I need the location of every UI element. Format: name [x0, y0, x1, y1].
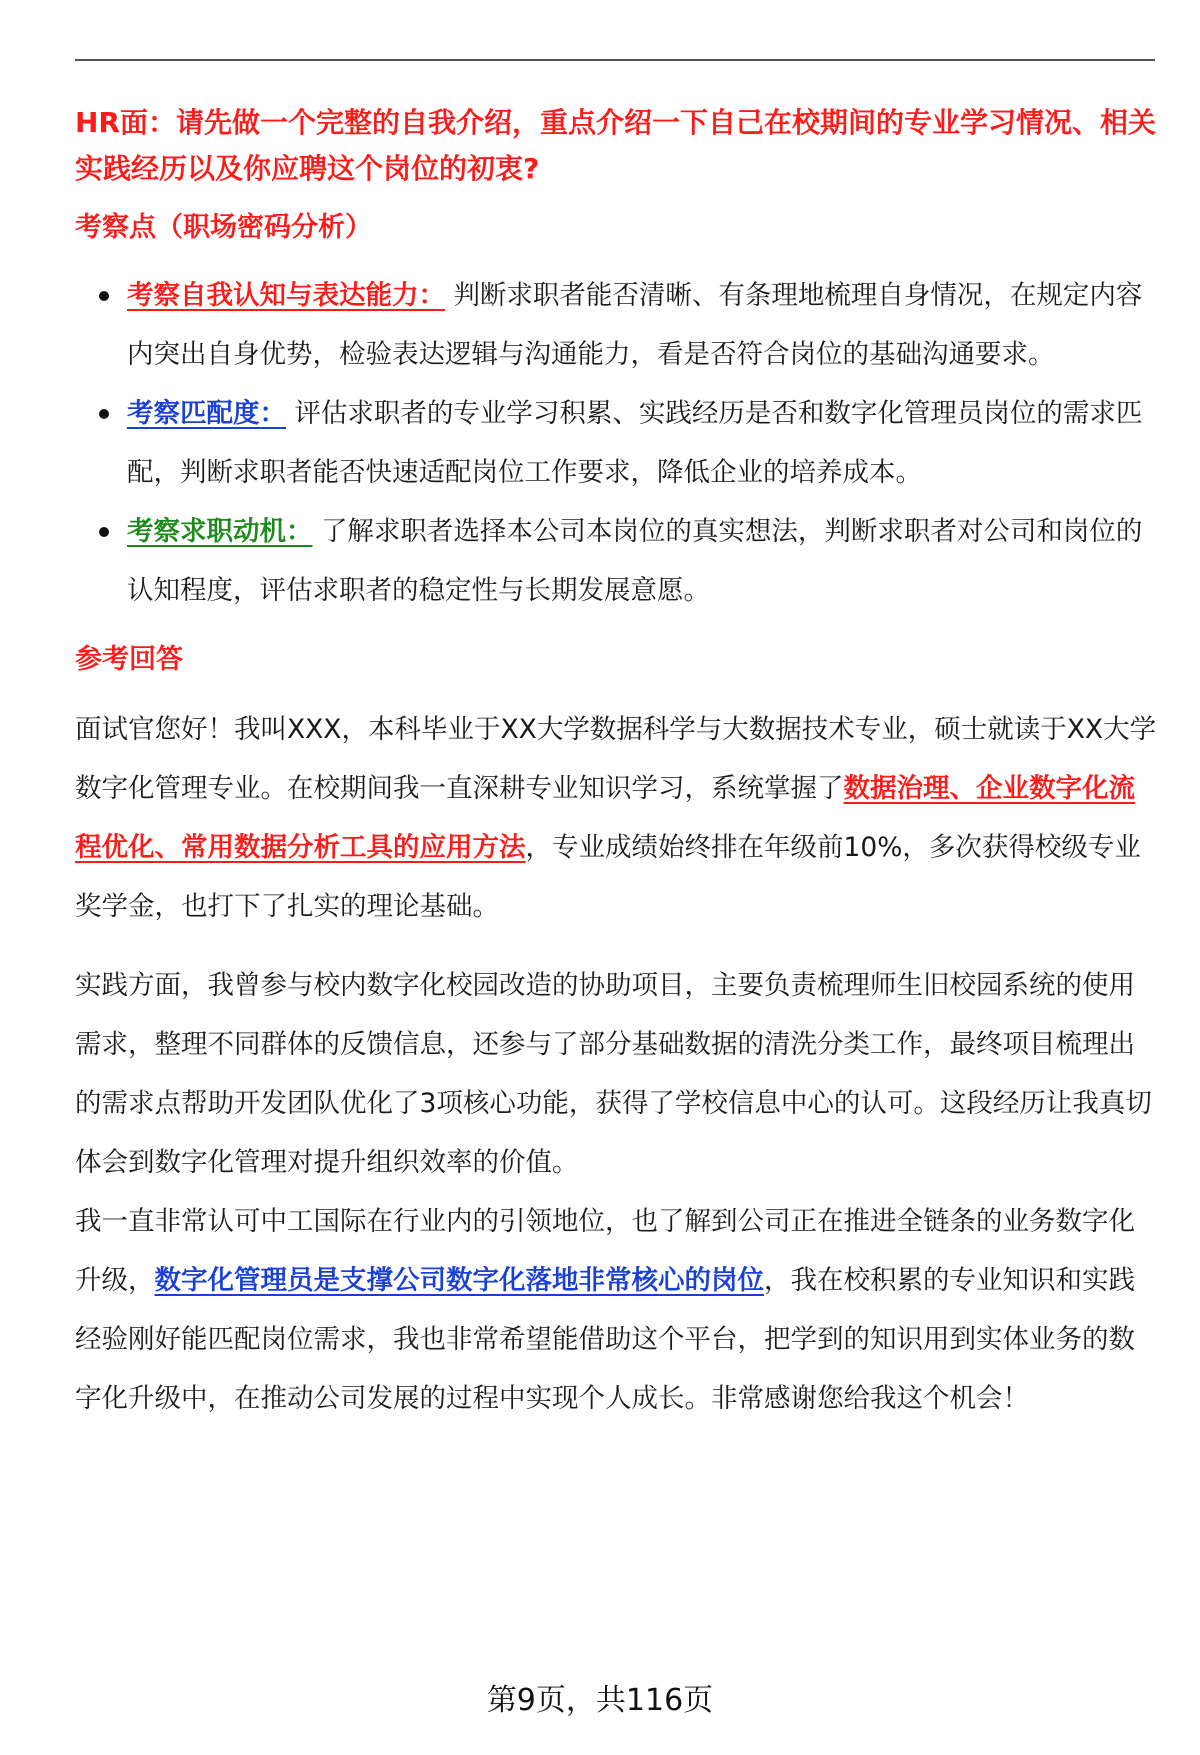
answer-text: 面试官您好！我叫XXX，本科毕业于XX大学数据科学与大数据技术专业，硕士就读于XX大学数字化管理专业。在校期间我一直深耕专业知识学习，系统掌握了 — [75, 714, 1157, 804]
focus-point — [75, 502, 1160, 620]
focus-point-keyword: 考察自我认知与表达能力： — [127, 280, 445, 311]
top-divider — [75, 59, 1155, 61]
answer-heading: 参考回答 — [75, 644, 183, 675]
focus-points-list — [75, 266, 1160, 620]
answer-highlight: 数字化管理员是支撑公司数字化落地非常核心的岗位 — [154, 1265, 764, 1296]
focus-point-text: 评估求职者的专业学习积累、实践经历是否和数字化管理员岗位的需求匹配，判断求职者能否快速适配岗位工作要求，降低企业的培养成本。 — [127, 398, 1143, 488]
bullet-icon — [99, 291, 109, 301]
focus-heading: 考察点（职场密码分析） — [75, 212, 372, 243]
focus-point-text: 了解求职者选择本公司本岗位的真实想法，判断求职者对公司和岗位的认知程度，评估求职者的稳定性与长期发展意愿。 — [127, 516, 1143, 606]
page-number: 第9页，共116页 — [486, 1683, 714, 1718]
answer-text: ，专业成绩始终排在年级前10%，多次获得校级专业奖学金，也打下了扎实的理论基础。 — [75, 832, 1141, 922]
focus-point — [75, 266, 1160, 384]
focus-point-keyword: 考察匹配度： — [127, 398, 286, 429]
focus-point-text: 判断求职者能否清晰、有条理地梳理自身情况，在规定内容内突出自身优势，检验表达逻辑与沟通能力，看是否符合岗位的基础沟通要求。 — [127, 280, 1143, 370]
answer-text: ，我在校积累的专业知识和实践经验刚好能匹配岗位需求，我也非常希望能借助这个平台，把学到的知识用到实体业务的数字化升级中，在推动公司发展的过程中实现个人成长。非常感谢您给我这个机会！ — [75, 1265, 1135, 1414]
answer-paragraph-motivation — [75, 1192, 1160, 1428]
focus-point-keyword: 考察求职动机： — [127, 516, 313, 547]
bullet-icon — [99, 409, 109, 419]
answer-paragraph-education — [75, 700, 1160, 936]
focus-point — [75, 384, 1160, 502]
answer-paragraph-practice: 实践方面，我曾参与校内数字化校园改造的协助项目，主要负责梳理师生旧校园系统的使用需求，整理不同群体的反馈信息，还参与了部分基础数据的清洗分类工作，最终项目梳理出的需求点帮助开发团队优化了3项核心功能，获得了学校信息中心的认可。这段经历让我真切体会到数字化管理对提升组织效率的价值。 — [75, 970, 1152, 1178]
document-body — [75, 100, 1160, 1428]
answer-highlight: 数据治理、企业数字化流程优化、常用数据分析工具的应用方法 — [75, 773, 1135, 863]
bullet-icon — [99, 527, 109, 537]
interview-question: HR面：请先做一个完整的自我介绍，重点介绍一下自己在校期间的专业学习情况、相关实践经历以及你应聘这个岗位的初衷? — [75, 106, 1156, 185]
answer-text: 我一直非常认可中工国际在行业内的引领地位，也了解到公司正在推进全链条的业务数字化升级， — [75, 1206, 1135, 1296]
